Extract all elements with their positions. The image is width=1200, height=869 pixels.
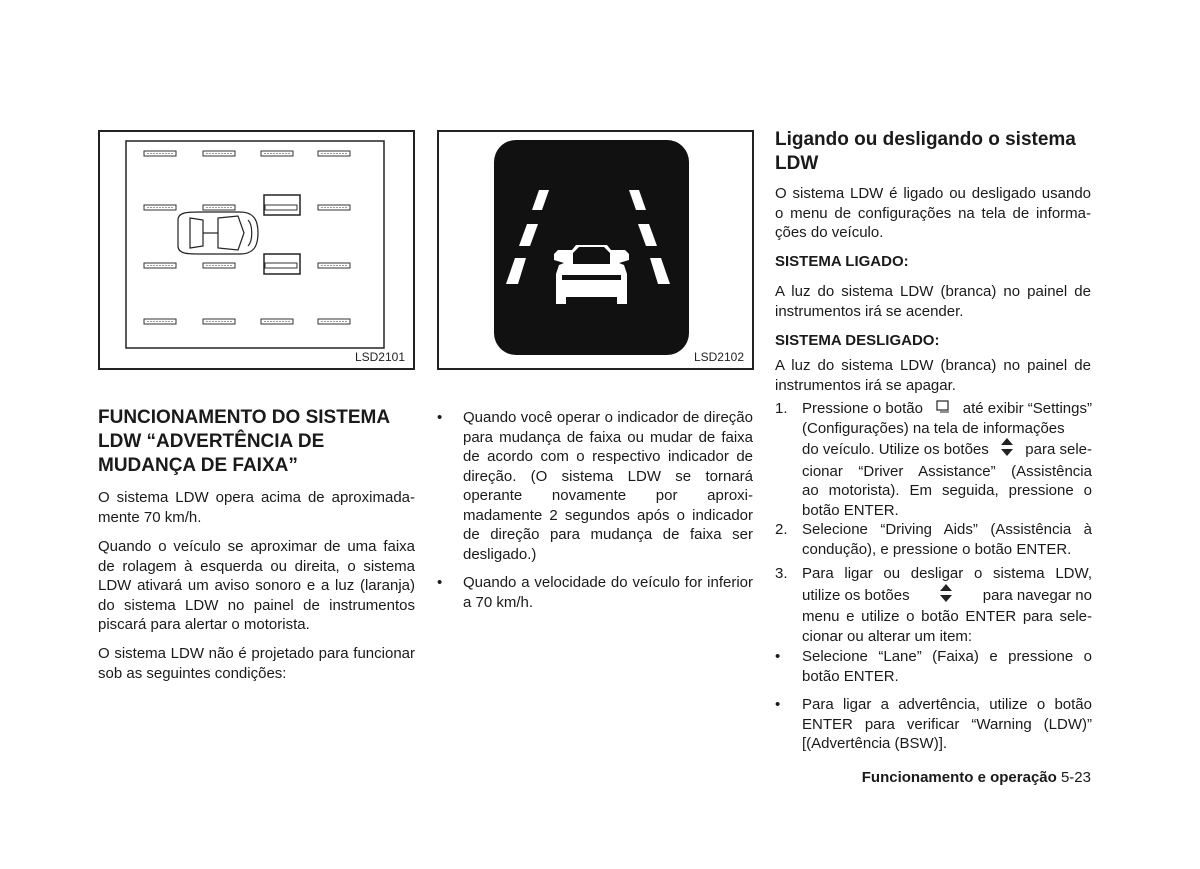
step-number: 1.	[775, 400, 788, 417]
figure-code: LSD2102	[693, 350, 744, 364]
list-item: Selecione “Lane” (Faixa) e pressione o botão ENTER.	[802, 648, 1092, 685]
step-number: 3.	[775, 565, 788, 582]
up-down-arrows-icon	[940, 584, 952, 608]
list-item: Selecione “Driving Aids” (Assistência à condução), e pressione o botão ENTER.	[802, 521, 1092, 558]
list-item: Para ligar a advertência, utilize o botão ENTER para verificar “Warning (LDW)” [(Advertência (BSW)].	[802, 696, 1092, 752]
up-down-arrows-icon	[1001, 438, 1013, 462]
bullet-mark: •	[775, 648, 781, 665]
step-number: 2.	[775, 521, 788, 538]
menu-button-icon	[936, 399, 950, 419]
paragraph: O sistema LDW não é projetado para funcionar sob as seguintes condições:	[98, 645, 415, 682]
status-heading: SISTEMA LIGADO:	[775, 253, 909, 270]
list-item: Pressione o botão até exibir “Settings” (Configurações) na tela de informações do veículo. Utilize os botões para sele- cionar “Driver Assistance” (Assistência ao motorista). Em seguida, pressione o botão ENTER.	[802, 400, 1092, 519]
figure-lane-diagram	[98, 130, 415, 370]
bullet-mark: •	[437, 409, 443, 426]
list-item: Quando você operar o indicador de direção para mudança de faixa ou mudar de faixa de acordo com o respectivo indicador de direção. (O sistema LDW se tornará operante novamente por aproxi-madamente 2 segundos após o indicador de direção para mudança de faixa ser desligado.)	[463, 409, 753, 563]
page-number: 5-23	[1060, 769, 1091, 786]
section-heading: FUNCIONAMENTO DO SISTEMA LDW “ADVERTÊNCIA DE MUDANÇA DE FAIXA”	[98, 407, 391, 476]
footer-section: Funcionamento e operação	[861, 769, 1057, 786]
ldw-indicator-icon	[439, 132, 752, 368]
paragraph: A luz do sistema LDW (branca) no painel de instrumentos irá se apagar.	[775, 357, 1091, 394]
paragraph: Quando o veículo se aproximar de uma faixa de rolagem à esquerda ou direita, o sistema LDW ativará um aviso sonoro e a luz (laranja) do sistema LDW no painel de instrumentos piscará para alertar o motorista.	[98, 538, 415, 633]
figure-code: LSD2101	[354, 350, 405, 364]
list-item: Para ligar ou desligar o sistema LDW, utilize os botões para navegar no menu e utilize o botão ENTER para sele- cionar ou alterar um item:	[802, 565, 1092, 645]
paragraph: O sistema LDW é ligado ou desligado usando o menu de configurações na tela de informa-ções do veículo.	[775, 185, 1091, 241]
list-item: Quando a velocidade do veículo for inferior a 70 km/h.	[463, 574, 753, 611]
bullet-mark: •	[775, 696, 781, 713]
bullet-mark: •	[437, 574, 443, 591]
paragraph: A luz do sistema LDW (branca) no painel de instrumentos irá se acender.	[775, 283, 1091, 320]
status-heading: SISTEMA DESLIGADO:	[775, 332, 940, 349]
subsection-heading: Ligando ou desligando o sistema LDW	[775, 129, 1076, 174]
lane-diagram-illustration	[100, 132, 413, 368]
page-footer	[862, 768, 1091, 787]
paragraph: O sistema LDW opera acima de aproximada-mente 70 km/h.	[98, 489, 415, 526]
figure-ldw-indicator	[437, 130, 754, 370]
